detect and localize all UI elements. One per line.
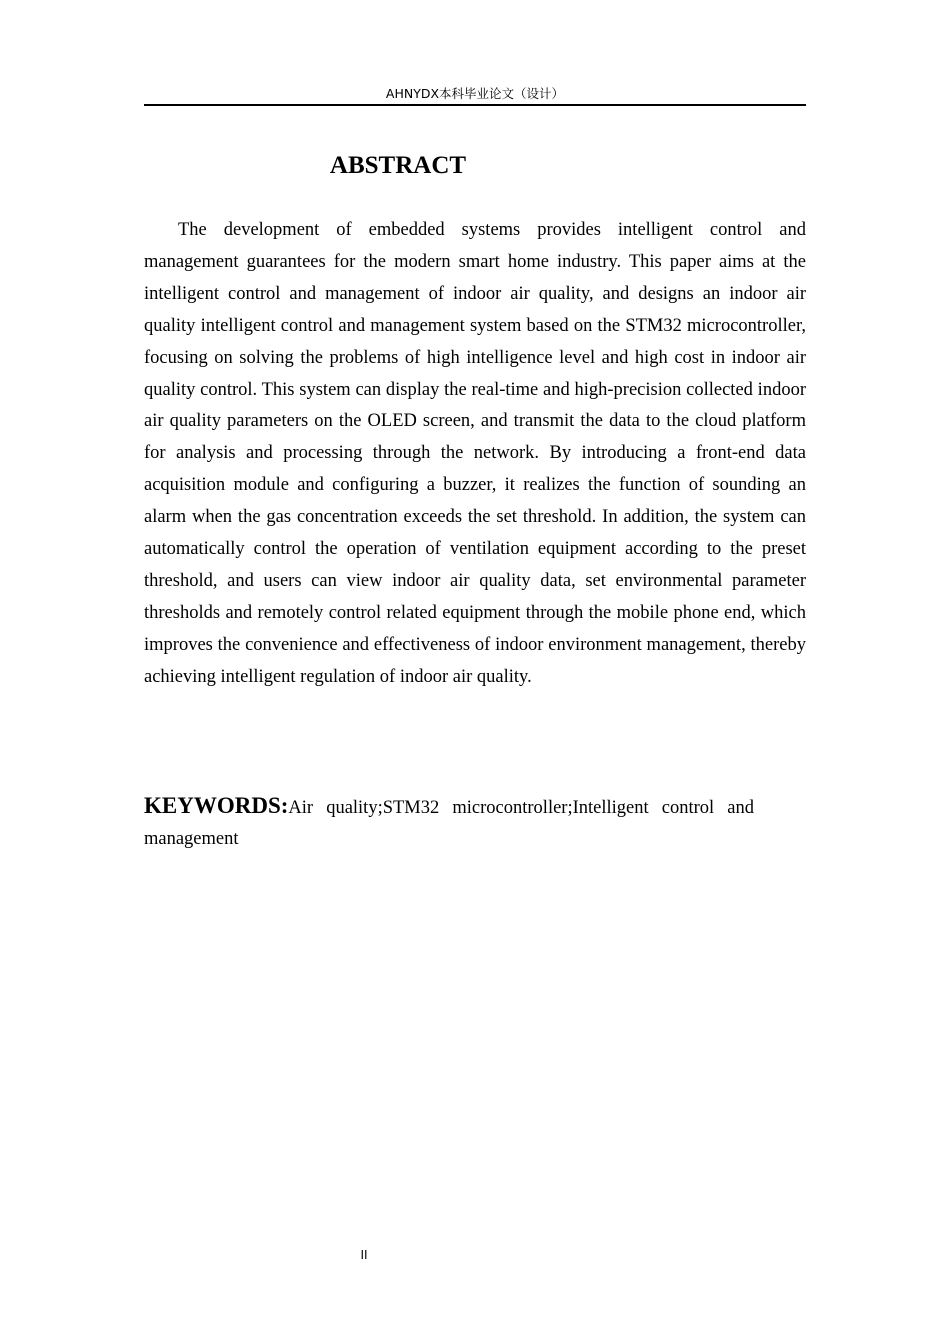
abstract-body: The development of embedded systems provides intelligent control and management guarantees for the modern smart home industry. This paper aims at the intelligent control and management of indoor air quality, and designs an indoor air quality intelligent control and management system based on the STM32 microcontroller, focusing on solving the problems of high intelligence level and high cost in indoor air quality control. This system can display the real-time and high-precision collected indoor air quality parameters on the OLED screen, and transmit the data to the cloud platform for analysis and processing through the network. By introducing a front-end data acquisition module and configuring a buzzer, it realizes the function of sounding an alarm when the gas concentration exceeds the set threshold. In addition, the system can automatically control the operation of ventilation equipment according to the preset threshold, and users can view indoor air quality data, set environmental parameter thresholds and remotely control related equipment through the mobile phone end, which improves the convenience and effectiveness of indoor environment management, thereby achieving intelligent regulation of indoor air quality.	[144, 220, 806, 687]
header-rule	[144, 104, 806, 106]
page-number: II	[360, 1248, 368, 1262]
keywords-paragraph	[144, 790, 754, 855]
keywords-text: Air quality;STM32 microcontroller;Intelligent control and management	[144, 798, 754, 849]
running-header: AHNYDX本科毕业论文（设计）	[385, 86, 565, 101]
keywords-label: KEYWORDS:	[144, 793, 289, 818]
abstract-title: ABSTRACT	[329, 152, 467, 179]
